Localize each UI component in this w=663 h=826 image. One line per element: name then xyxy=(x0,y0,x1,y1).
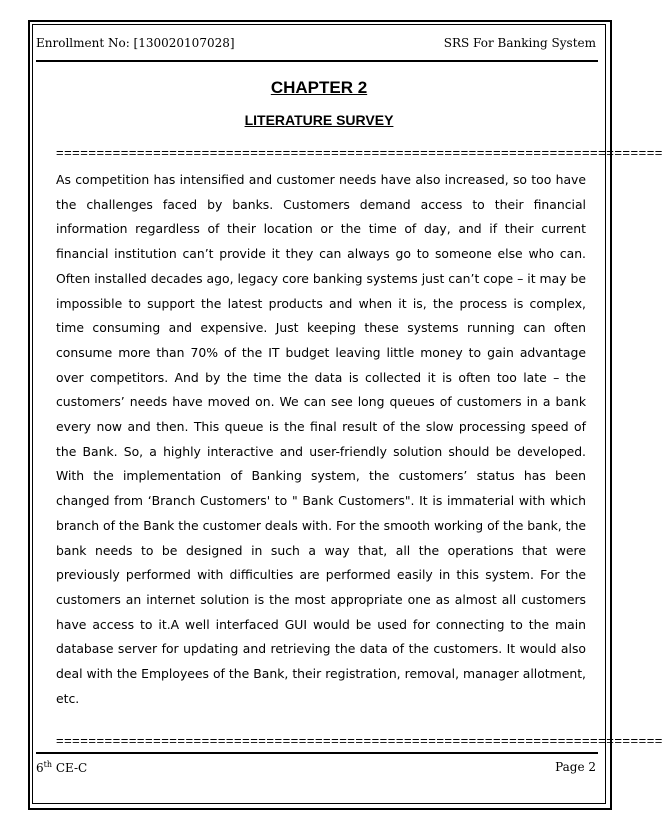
separator-bottom: =========================================================================== xyxy=(56,733,663,748)
class-label xyxy=(36,760,87,775)
page-number: Page 2 xyxy=(555,760,596,774)
semester-number: 6 xyxy=(36,761,44,775)
header-divider xyxy=(36,60,598,62)
enrollment-number: Enrollment No: [130020107028] xyxy=(36,36,235,50)
chapter-heading: CHAPTER 2 xyxy=(270,78,368,97)
footer-divider xyxy=(36,752,598,754)
separator-top: =========================================================================== xyxy=(56,145,663,160)
page-header xyxy=(36,36,596,56)
body-paragraph: As competition has intensified and customer needs have also increased, so too have the challenges faced by banks. Customers demand access to their financial information regardless of their location or the time of day, and if their current financial institution can’t provide it they can always go to someone else who can. Often installed decades ago, legacy core banking systems just can’t cope – it may be impossible to support the latest products and when it is, the process is complex, time consuming and expensive. Just keeping these systems running can often consume more than 70% of the IT budget leaving little money to gain advantage over competitors. And by the time the data is collected it is often too late – the customers’ needs have moved on. We can see long queues of customers in a bank every now and then. This queue is the final result of the slow processing speed of the Bank. So, a highly interactive and user-friendly solution should be developed. With the implementation of Banking system, the customers’ status has been changed from ‘Branch Customers' to " Bank Customers". It is immaterial with which branch of the Bank the customer deals with. For the smooth working of the bank, the bank needs to be designed in such a way that, all the operations that were previously performed with difficulties are performed easily in this system. For the customers an internet solution is the most appropriate one as almost all customers have access to it.A well interfaced GUI would be used for connecting to the main database server for updating and retrieving the data of the customers. It would also deal with the Employees of the Bank, their registration, removal, manager allotment, etc. xyxy=(56,172,586,706)
semester-suffix: th xyxy=(43,760,53,769)
document-title: SRS For Banking System xyxy=(443,36,596,50)
chapter-title: LITERATURE SURVEY xyxy=(244,112,394,128)
page-footer xyxy=(36,760,596,780)
class-name: CE-C xyxy=(52,761,88,775)
